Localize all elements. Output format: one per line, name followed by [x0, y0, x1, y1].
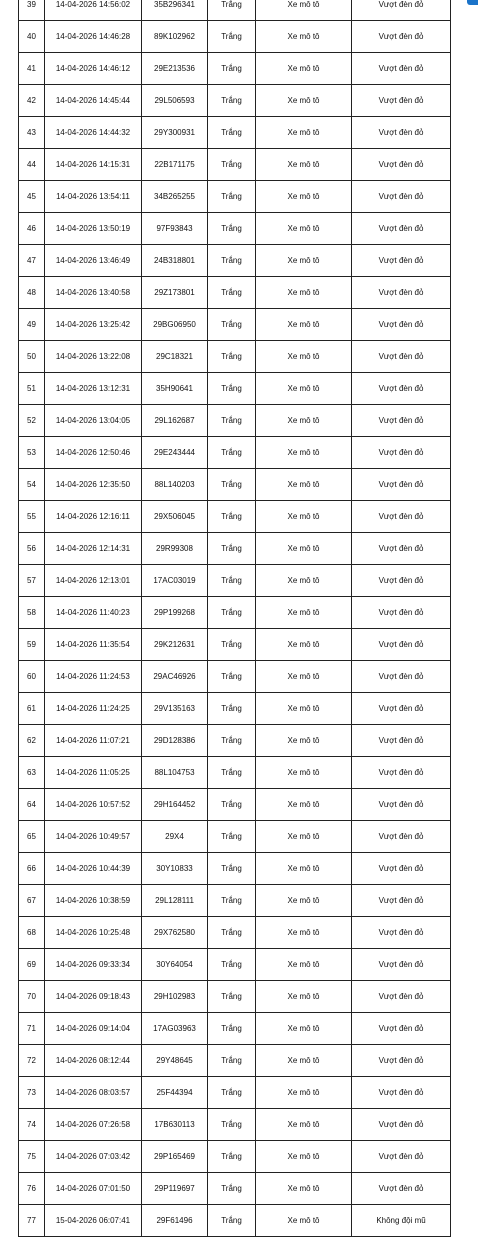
vehicle-type-cell: Xe mô tô [256, 437, 352, 469]
violation-type-cell: Vượt đèn đỏ [352, 597, 451, 629]
vehicle-type-cell: Xe mô tô [256, 1013, 352, 1045]
violation-time-cell: 14-04-2026 09:18:43 [45, 981, 142, 1013]
violation-time-cell: 14-04-2026 10:25:48 [45, 917, 142, 949]
table-row [19, 853, 451, 885]
row-index-cell: 64 [19, 789, 45, 821]
license-plate-cell: 29AC46926 [142, 661, 208, 693]
violation-time-cell: 14-04-2026 12:13:01 [45, 565, 142, 597]
violation-type-cell: Vượt đèn đỏ [352, 885, 451, 917]
violation-time-cell: 14-04-2026 12:35:50 [45, 469, 142, 501]
plate-color-cell: Trắng [208, 213, 256, 245]
violations-table [18, 0, 451, 1237]
plate-color-cell: Trắng [208, 277, 256, 309]
row-index-cell: 65 [19, 821, 45, 853]
table-row [19, 917, 451, 949]
plate-color-cell: Trắng [208, 693, 256, 725]
license-plate-cell: 88L140203 [142, 469, 208, 501]
table-row [19, 1013, 451, 1045]
row-index-cell: 58 [19, 597, 45, 629]
vehicle-type-cell: Xe mô tô [256, 341, 352, 373]
violation-type-cell: Vượt đèn đỏ [352, 917, 451, 949]
plate-color-cell: Trắng [208, 1205, 256, 1237]
license-plate-cell: 35B296341 [142, 0, 208, 21]
table-row [19, 277, 451, 309]
plate-color-cell: Trắng [208, 565, 256, 597]
violation-type-cell: Vượt đèn đỏ [352, 373, 451, 405]
plate-color-cell: Trắng [208, 1109, 256, 1141]
violation-type-cell: Vượt đèn đỏ [352, 181, 451, 213]
plate-color-cell: Trắng [208, 405, 256, 437]
plate-color-cell: Trắng [208, 501, 256, 533]
license-plate-cell: 29P165469 [142, 1141, 208, 1173]
row-index-cell: 76 [19, 1173, 45, 1205]
violation-type-cell: Vượt đèn đỏ [352, 277, 451, 309]
violation-type-cell: Vượt đèn đỏ [352, 85, 451, 117]
license-plate-cell: 29Y300931 [142, 117, 208, 149]
table-row [19, 597, 451, 629]
license-plate-cell: 29BG06950 [142, 309, 208, 341]
row-index-cell: 41 [19, 53, 45, 85]
violation-type-cell: Vượt đèn đỏ [352, 341, 451, 373]
table-row [19, 53, 451, 85]
vehicle-type-cell: Xe mô tô [256, 309, 352, 341]
violation-time-cell: 14-04-2026 11:24:25 [45, 693, 142, 725]
license-plate-cell: 29P199268 [142, 597, 208, 629]
vehicle-type-cell: Xe mô tô [256, 245, 352, 277]
plate-color-cell: Trắng [208, 661, 256, 693]
violation-type-cell: Vượt đèn đỏ [352, 693, 451, 725]
plate-color-cell: Trắng [208, 437, 256, 469]
scroll-top-button[interactable] [467, 0, 478, 5]
plate-color-cell: Trắng [208, 1013, 256, 1045]
vehicle-type-cell: Xe mô tô [256, 597, 352, 629]
plate-color-cell: Trắng [208, 917, 256, 949]
row-index-cell: 52 [19, 405, 45, 437]
violation-type-cell: Vượt đèn đỏ [352, 1173, 451, 1205]
plate-color-cell: Trắng [208, 0, 256, 21]
license-plate-cell: 89K102962 [142, 21, 208, 53]
row-index-cell: 39 [19, 0, 45, 21]
table-row [19, 757, 451, 789]
violation-time-cell: 15-04-2026 06:07:41 [45, 1205, 142, 1237]
row-index-cell: 72 [19, 1045, 45, 1077]
license-plate-cell: 17AC03019 [142, 565, 208, 597]
row-index-cell: 54 [19, 469, 45, 501]
row-index-cell: 77 [19, 1205, 45, 1237]
row-index-cell: 62 [19, 725, 45, 757]
row-index-cell: 73 [19, 1077, 45, 1109]
vehicle-type-cell: Xe mô tô [256, 1109, 352, 1141]
violation-time-cell: 14-04-2026 13:50:19 [45, 213, 142, 245]
row-index-cell: 42 [19, 85, 45, 117]
vehicle-type-cell: Xe mô tô [256, 149, 352, 181]
vehicle-type-cell: Xe mô tô [256, 789, 352, 821]
violation-time-cell: 14-04-2026 07:01:50 [45, 1173, 142, 1205]
plate-color-cell: Trắng [208, 821, 256, 853]
row-index-cell: 55 [19, 501, 45, 533]
row-index-cell: 60 [19, 661, 45, 693]
violation-type-cell: Vượt đèn đỏ [352, 149, 451, 181]
table-row [19, 501, 451, 533]
license-plate-cell: 29E213536 [142, 53, 208, 85]
violation-type-cell: Vượt đèn đỏ [352, 469, 451, 501]
table-row [19, 565, 451, 597]
license-plate-cell: 29Z173801 [142, 277, 208, 309]
violation-time-cell: 14-04-2026 14:44:32 [45, 117, 142, 149]
license-plate-cell: 29L506593 [142, 85, 208, 117]
row-index-cell: 63 [19, 757, 45, 789]
license-plate-cell: 29P119697 [142, 1173, 208, 1205]
license-plate-cell: 34B265255 [142, 181, 208, 213]
violation-time-cell: 14-04-2026 13:22:08 [45, 341, 142, 373]
violation-type-cell: Vượt đèn đỏ [352, 21, 451, 53]
table-row [19, 821, 451, 853]
violation-time-cell: 14-04-2026 14:56:02 [45, 0, 142, 21]
vehicle-type-cell: Xe mô tô [256, 693, 352, 725]
vehicle-type-cell: Xe mô tô [256, 85, 352, 117]
violation-time-cell: 14-04-2026 13:04:05 [45, 405, 142, 437]
row-index-cell: 74 [19, 1109, 45, 1141]
violation-type-cell: Không đội mũ [352, 1205, 451, 1237]
violation-type-cell: Vượt đèn đỏ [352, 53, 451, 85]
violation-type-cell: Vượt đèn đỏ [352, 437, 451, 469]
vehicle-type-cell: Xe mô tô [256, 1205, 352, 1237]
vehicle-type-cell: Xe mô tô [256, 181, 352, 213]
table-row [19, 533, 451, 565]
license-plate-cell: 97F93843 [142, 213, 208, 245]
plate-color-cell: Trắng [208, 341, 256, 373]
license-plate-cell: 29E243444 [142, 437, 208, 469]
violation-time-cell: 14-04-2026 11:07:21 [45, 725, 142, 757]
table-row [19, 661, 451, 693]
table-row [19, 21, 451, 53]
license-plate-cell: 29H102983 [142, 981, 208, 1013]
license-plate-cell: 29X506045 [142, 501, 208, 533]
violation-type-cell: Vượt đèn đỏ [352, 981, 451, 1013]
plate-color-cell: Trắng [208, 1141, 256, 1173]
table-row [19, 213, 451, 245]
vehicle-type-cell: Xe mô tô [256, 725, 352, 757]
plate-color-cell: Trắng [208, 725, 256, 757]
plate-color-cell: Trắng [208, 1173, 256, 1205]
plate-color-cell: Trắng [208, 597, 256, 629]
violation-time-cell: 14-04-2026 14:45:44 [45, 85, 142, 117]
violation-time-cell: 14-04-2026 14:46:12 [45, 53, 142, 85]
violation-type-cell: Vượt đèn đỏ [352, 853, 451, 885]
violation-time-cell: 14-04-2026 11:40:23 [45, 597, 142, 629]
table-row [19, 789, 451, 821]
license-plate-cell: 30Y64054 [142, 949, 208, 981]
row-index-cell: 75 [19, 1141, 45, 1173]
plate-color-cell: Trắng [208, 181, 256, 213]
table-row [19, 341, 451, 373]
plate-color-cell: Trắng [208, 789, 256, 821]
row-index-cell: 68 [19, 917, 45, 949]
row-index-cell: 40 [19, 21, 45, 53]
plate-color-cell: Trắng [208, 981, 256, 1013]
license-plate-cell: 35H90641 [142, 373, 208, 405]
violation-type-cell: Vượt đèn đỏ [352, 1013, 451, 1045]
violation-type-cell: Vượt đèn đỏ [352, 0, 451, 21]
plate-color-cell: Trắng [208, 949, 256, 981]
violation-type-cell: Vượt đèn đỏ [352, 789, 451, 821]
violation-time-cell: 14-04-2026 14:46:28 [45, 21, 142, 53]
row-index-cell: 56 [19, 533, 45, 565]
violation-time-cell: 14-04-2026 09:33:34 [45, 949, 142, 981]
violation-time-cell: 14-04-2026 07:03:42 [45, 1141, 142, 1173]
vehicle-type-cell: Xe mô tô [256, 117, 352, 149]
license-plate-cell: 29K212631 [142, 629, 208, 661]
violation-type-cell: Vượt đèn đỏ [352, 1077, 451, 1109]
row-index-cell: 50 [19, 341, 45, 373]
violation-time-cell: 14-04-2026 11:24:53 [45, 661, 142, 693]
license-plate-cell: 29C18321 [142, 341, 208, 373]
vehicle-type-cell: Xe mô tô [256, 565, 352, 597]
table-row [19, 373, 451, 405]
violation-type-cell: Vượt đèn đỏ [352, 725, 451, 757]
license-plate-cell: 29R99308 [142, 533, 208, 565]
violation-time-cell: 14-04-2026 13:25:42 [45, 309, 142, 341]
violation-time-cell: 14-04-2026 09:14:04 [45, 1013, 142, 1045]
vehicle-type-cell: Xe mô tô [256, 981, 352, 1013]
vehicle-type-cell: Xe mô tô [256, 533, 352, 565]
table-row [19, 245, 451, 277]
plate-color-cell: Trắng [208, 1045, 256, 1077]
row-index-cell: 66 [19, 853, 45, 885]
vehicle-type-cell: Xe mô tô [256, 21, 352, 53]
license-plate-cell: 24B318801 [142, 245, 208, 277]
table-row [19, 629, 451, 661]
license-plate-cell: 25F44394 [142, 1077, 208, 1109]
violation-type-cell: Vượt đèn đỏ [352, 1109, 451, 1141]
table-row [19, 117, 451, 149]
vehicle-type-cell: Xe mô tô [256, 885, 352, 917]
vehicle-type-cell: Xe mô tô [256, 469, 352, 501]
plate-color-cell: Trắng [208, 149, 256, 181]
violation-type-cell: Vượt đèn đỏ [352, 949, 451, 981]
vehicle-type-cell: Xe mô tô [256, 501, 352, 533]
violation-type-cell: Vượt đèn đỏ [352, 1141, 451, 1173]
table-row [19, 405, 451, 437]
license-plate-cell: 29L128111 [142, 885, 208, 917]
license-plate-cell: 29V135163 [142, 693, 208, 725]
violation-time-cell: 14-04-2026 13:54:11 [45, 181, 142, 213]
vehicle-type-cell: Xe mô tô [256, 53, 352, 85]
violation-type-cell: Vượt đèn đỏ [352, 661, 451, 693]
plate-color-cell: Trắng [208, 757, 256, 789]
violation-time-cell: 14-04-2026 13:40:58 [45, 277, 142, 309]
plate-color-cell: Trắng [208, 469, 256, 501]
vehicle-type-cell: Xe mô tô [256, 1077, 352, 1109]
table-row [19, 469, 451, 501]
license-plate-cell: 17AG03963 [142, 1013, 208, 1045]
plate-color-cell: Trắng [208, 629, 256, 661]
license-plate-cell: 88L104753 [142, 757, 208, 789]
vehicle-type-cell: Xe mô tô [256, 213, 352, 245]
table-row [19, 1109, 451, 1141]
vehicle-type-cell: Xe mô tô [256, 821, 352, 853]
license-plate-cell: 29L162687 [142, 405, 208, 437]
violation-type-cell: Vượt đèn đỏ [352, 309, 451, 341]
vehicle-type-cell: Xe mô tô [256, 917, 352, 949]
table-row [19, 885, 451, 917]
plate-color-cell: Trắng [208, 309, 256, 341]
license-plate-cell: 29Y48645 [142, 1045, 208, 1077]
violation-type-cell: Vượt đèn đỏ [352, 501, 451, 533]
violation-type-cell: Vượt đèn đỏ [352, 821, 451, 853]
table-row [19, 149, 451, 181]
violation-type-cell: Vượt đèn đỏ [352, 757, 451, 789]
table-row [19, 981, 451, 1013]
vehicle-type-cell: Xe mô tô [256, 757, 352, 789]
plate-color-cell: Trắng [208, 885, 256, 917]
plate-color-cell: Trắng [208, 1077, 256, 1109]
table-row [19, 181, 451, 213]
vehicle-type-cell: Xe mô tô [256, 405, 352, 437]
table-row [19, 949, 451, 981]
row-index-cell: 46 [19, 213, 45, 245]
violation-time-cell: 14-04-2026 08:12:44 [45, 1045, 142, 1077]
license-plate-cell: 29F61496 [142, 1205, 208, 1237]
violation-time-cell: 14-04-2026 11:05:25 [45, 757, 142, 789]
row-index-cell: 53 [19, 437, 45, 469]
row-index-cell: 43 [19, 117, 45, 149]
table-row [19, 85, 451, 117]
row-index-cell: 47 [19, 245, 45, 277]
plate-color-cell: Trắng [208, 533, 256, 565]
violation-type-cell: Vượt đèn đỏ [352, 565, 451, 597]
violation-time-cell: 14-04-2026 14:15:31 [45, 149, 142, 181]
table-row [19, 725, 451, 757]
table-row [19, 1077, 451, 1109]
row-index-cell: 59 [19, 629, 45, 661]
row-index-cell: 67 [19, 885, 45, 917]
row-index-cell: 49 [19, 309, 45, 341]
license-plate-cell: 17B630113 [142, 1109, 208, 1141]
violation-time-cell: 14-04-2026 12:50:46 [45, 437, 142, 469]
violation-time-cell: 14-04-2026 10:38:59 [45, 885, 142, 917]
plate-color-cell: Trắng [208, 85, 256, 117]
violation-time-cell: 14-04-2026 12:16:11 [45, 501, 142, 533]
table-row [19, 693, 451, 725]
vehicle-type-cell: Xe mô tô [256, 1045, 352, 1077]
table-row [19, 1173, 451, 1205]
plate-color-cell: Trắng [208, 245, 256, 277]
table-row [19, 437, 451, 469]
row-index-cell: 44 [19, 149, 45, 181]
violation-time-cell: 14-04-2026 10:57:52 [45, 789, 142, 821]
violation-time-cell: 14-04-2026 08:03:57 [45, 1077, 142, 1109]
row-index-cell: 61 [19, 693, 45, 725]
row-index-cell: 71 [19, 1013, 45, 1045]
vehicle-type-cell: Xe mô tô [256, 1141, 352, 1173]
violation-type-cell: Vượt đèn đỏ [352, 1045, 451, 1077]
license-plate-cell: 22B171175 [142, 149, 208, 181]
license-plate-cell: 29X762580 [142, 917, 208, 949]
license-plate-cell: 30Y10833 [142, 853, 208, 885]
row-index-cell: 48 [19, 277, 45, 309]
vehicle-type-cell: Xe mô tô [256, 0, 352, 21]
table-row [19, 1045, 451, 1077]
violation-time-cell: 14-04-2026 11:35:54 [45, 629, 142, 661]
plate-color-cell: Trắng [208, 117, 256, 149]
violations-table-body [19, 0, 451, 1237]
table-row [19, 1141, 451, 1173]
violation-time-cell: 14-04-2026 07:26:58 [45, 1109, 142, 1141]
table-row [19, 0, 451, 21]
violation-time-cell: 14-04-2026 13:46:49 [45, 245, 142, 277]
violation-type-cell: Vượt đèn đỏ [352, 533, 451, 565]
row-index-cell: 70 [19, 981, 45, 1013]
row-index-cell: 45 [19, 181, 45, 213]
violation-type-cell: Vượt đèn đỏ [352, 629, 451, 661]
plate-color-cell: Trắng [208, 53, 256, 85]
license-plate-cell: 29H164452 [142, 789, 208, 821]
plate-color-cell: Trắng [208, 373, 256, 405]
license-plate-cell: 29D128386 [142, 725, 208, 757]
table-row [19, 309, 451, 341]
row-index-cell: 69 [19, 949, 45, 981]
vehicle-type-cell: Xe mô tô [256, 853, 352, 885]
plate-color-cell: Trắng [208, 21, 256, 53]
plate-color-cell: Trắng [208, 853, 256, 885]
vehicle-type-cell: Xe mô tô [256, 949, 352, 981]
table-row [19, 1205, 451, 1237]
vehicle-type-cell: Xe mô tô [256, 1173, 352, 1205]
vehicle-type-cell: Xe mô tô [256, 277, 352, 309]
violation-type-cell: Vượt đèn đỏ [352, 117, 451, 149]
license-plate-cell: 29X4 [142, 821, 208, 853]
violation-time-cell: 14-04-2026 10:44:39 [45, 853, 142, 885]
vehicle-type-cell: Xe mô tô [256, 661, 352, 693]
row-index-cell: 57 [19, 565, 45, 597]
violation-time-cell: 14-04-2026 12:14:31 [45, 533, 142, 565]
vehicle-type-cell: Xe mô tô [256, 373, 352, 405]
violation-time-cell: 14-04-2026 10:49:57 [45, 821, 142, 853]
violation-type-cell: Vượt đèn đỏ [352, 245, 451, 277]
violation-type-cell: Vượt đèn đỏ [352, 405, 451, 437]
violation-time-cell: 14-04-2026 13:12:31 [45, 373, 142, 405]
violation-type-cell: Vượt đèn đỏ [352, 213, 451, 245]
row-index-cell: 51 [19, 373, 45, 405]
vehicle-type-cell: Xe mô tô [256, 629, 352, 661]
